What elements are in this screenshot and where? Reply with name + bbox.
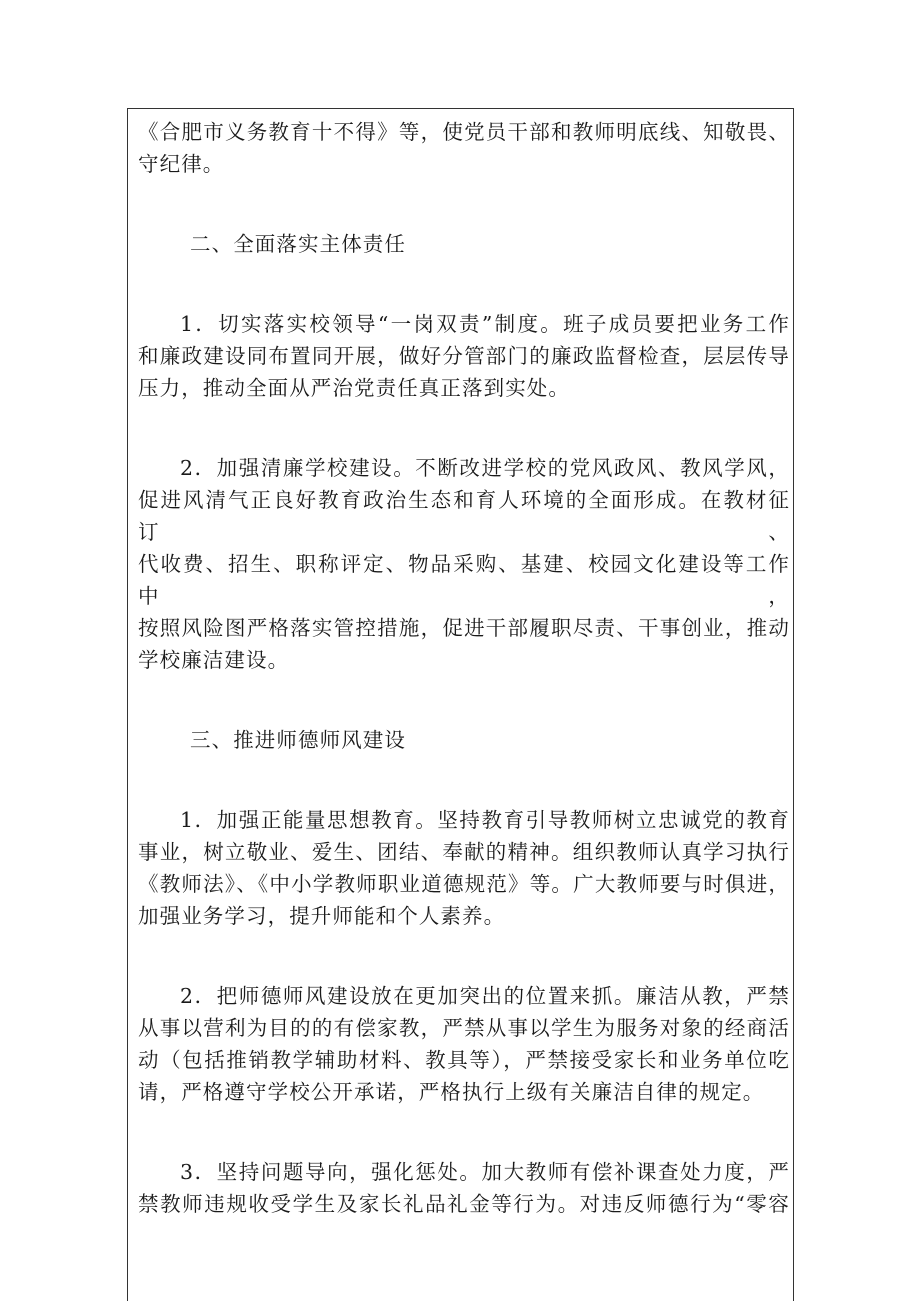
text-line: 和廉政建设同布置同开展，做好分管部门的廉政监督检查，层层传导: [138, 344, 790, 368]
paragraph-3-2: [138, 980, 790, 1108]
text-line: 2．加强清廉学校建设。不断改进学校的党风政风、教风学风，: [180, 456, 790, 480]
text-line: 代收费、招生、职称评定、物品采购、基建、校园文化建设等工作中，: [138, 552, 790, 608]
text-line: 动（包括推销教学辅助材料、教具等），严禁接受家长和业务单位吃: [138, 1048, 790, 1072]
document-body: [138, 116, 790, 1268]
text-line: 事业，树立敬业、爱生、团结、奉献的精神。组织教师认真学习执行: [138, 840, 790, 864]
text-line: 3．坚持问题导向，强化惩处。加大教师有偿补课查处力度，严: [180, 1160, 790, 1184]
text-line: 按照风险图严格落实管控措施，促进干部履职尽责、干事创业，推动: [138, 616, 790, 640]
text-line: 《合肥市义务教育十不得》等，使党员干部和教师明底线、知敬畏、: [138, 120, 790, 144]
paragraph-3-1: [138, 804, 790, 932]
text-line: 促进风清气正良好教育政治生态和育人环境的全面形成。在教材征订、: [138, 488, 790, 544]
text-line: 学校廉洁建设。: [138, 648, 290, 672]
text-line: 1．切实落实校领导“一岗双责”制度。班子成员要把业务工作: [180, 312, 790, 336]
paragraph-3-3: [138, 1156, 790, 1220]
section-heading-2: 二、全面落实主体责任: [190, 232, 406, 256]
text-line: 守纪律。: [138, 152, 225, 176]
text-line: 从事以营利为目的的有偿家教，严禁从事以学生为服务对象的经商活: [138, 1016, 790, 1040]
section-heading-3: 三、推进师德师风建设: [190, 728, 406, 752]
text-line: 《教师法》、《中小学教师职业道德规范》等。广大教师要与时俱进，: [138, 872, 790, 896]
paragraph-2-2: [138, 452, 790, 676]
text-line: 1．加强正能量思想教育。坚持教育引导教师树立忠诚党的教育: [180, 808, 790, 832]
text-line: 禁教师违规收受学生及家长礼品礼金等行为。对违反师德行为“零容: [138, 1192, 790, 1216]
text-line: 请，严格遵守学校公开承诺，严格执行上级有关廉洁自律的规定。: [138, 1080, 765, 1104]
text-line: 压力，推动全面从严治党责任真正落到实处。: [138, 376, 570, 400]
paragraph-continuation: [138, 116, 790, 180]
text-line: 2．把师德师风建设放在更加突出的位置来抓。廉洁从教，严禁: [180, 984, 790, 1008]
text-line: 加强业务学习，提升师能和个人素养。: [138, 904, 506, 928]
paragraph-2-1: [138, 308, 790, 404]
